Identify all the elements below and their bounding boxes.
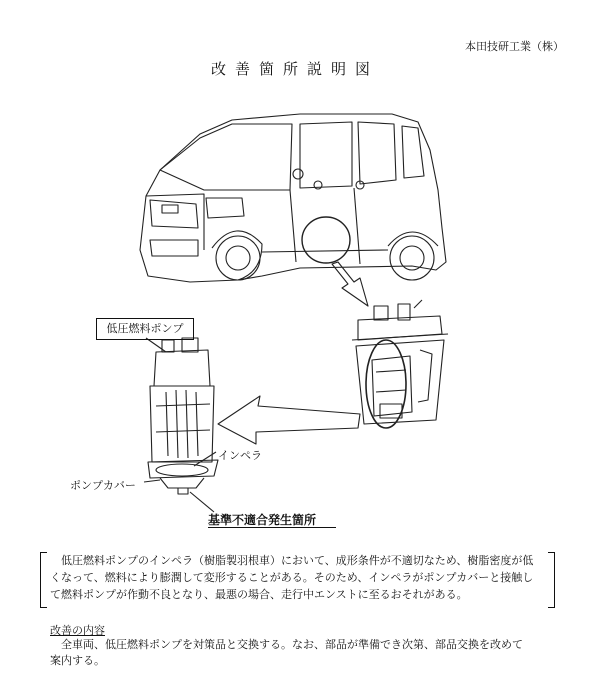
defect-underline bbox=[208, 527, 336, 528]
defect-location-label: 基準不適合発生箇所 bbox=[208, 513, 317, 527]
location-circle bbox=[302, 217, 350, 263]
bracket-left bbox=[40, 552, 47, 608]
low-pressure-pump-label: 低圧燃料ポンプ bbox=[96, 318, 194, 340]
pump-cover-label: ポンプカバー bbox=[70, 479, 136, 492]
company-name: 本田技研工業（株） bbox=[465, 40, 564, 53]
improvement-line: 案内する。 bbox=[50, 654, 105, 667]
low-pressure-pump-drawing bbox=[148, 338, 218, 494]
leader-cover bbox=[144, 480, 160, 482]
leader-impeller bbox=[194, 452, 216, 466]
improvement-body bbox=[50, 637, 544, 669]
bracket-right bbox=[548, 552, 555, 608]
defect-description bbox=[50, 552, 544, 603]
vehicle-drawing bbox=[140, 114, 446, 282]
improvement-line: 全車両、低圧燃料ポンプを対策品と交換する。なお、部品が準備でき次第、部品交換を改めて bbox=[61, 638, 523, 651]
description-line: て燃料ポンプが作動不良となり、最悪の場合、走行中エンストに至るおそれがある。 bbox=[50, 588, 468, 601]
page-title: 改善箇所説明図 bbox=[210, 60, 379, 78]
impeller-label: インペラ bbox=[218, 449, 262, 462]
improvement-heading: 改善の内容 bbox=[50, 624, 105, 637]
down-arrow bbox=[332, 262, 368, 306]
fuel-module-drawing bbox=[352, 300, 448, 428]
leader-defect bbox=[190, 492, 214, 512]
left-arrow bbox=[218, 396, 360, 444]
description-line: 低圧燃料ポンプのインペラ（樹脂製羽根車）において、成形条件が不適切なため、樹脂密度が低 bbox=[61, 554, 534, 567]
description-line: くなって、燃料により膨潤して変形することがある。そのため、インペラがポンプカバーと接触し bbox=[50, 571, 534, 584]
